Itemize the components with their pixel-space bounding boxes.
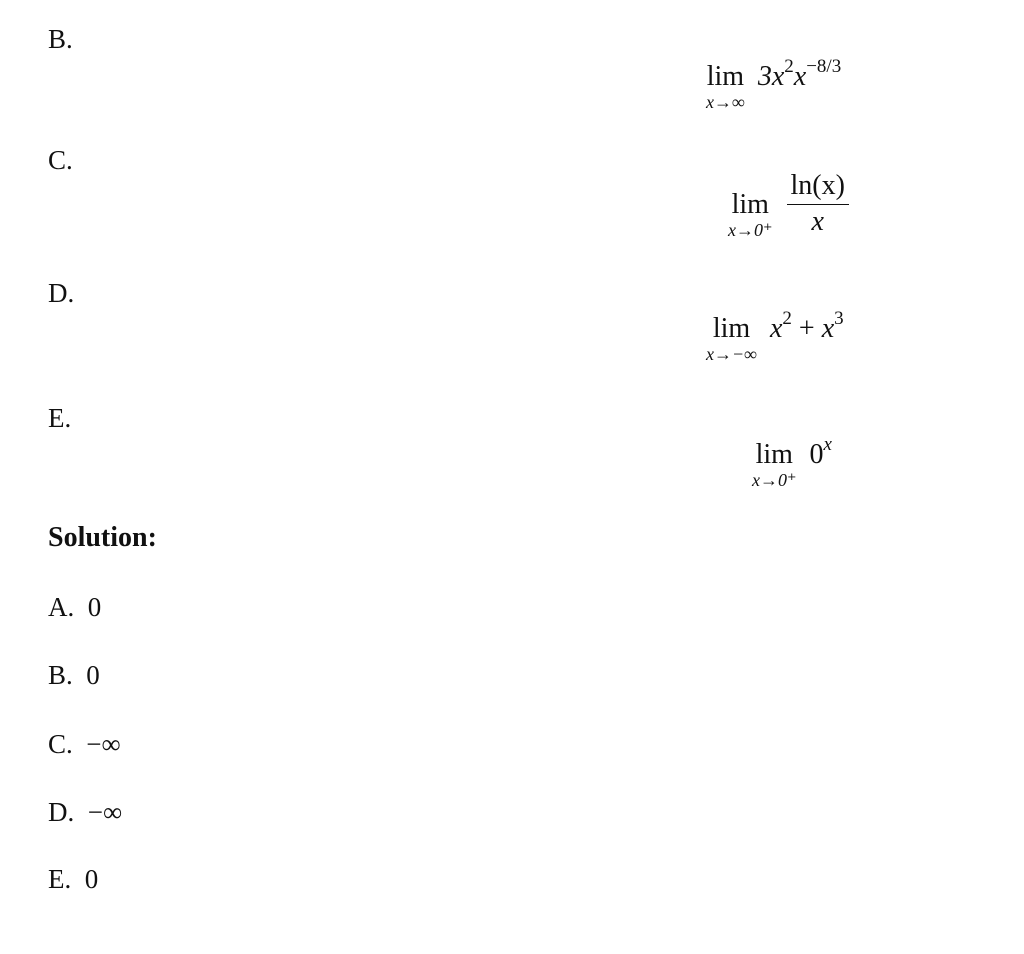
answer-a: A. 0 [48, 592, 102, 622]
exponent: x [823, 434, 832, 455]
exponent: 3 [834, 308, 844, 329]
problem-c-label: C. [48, 145, 73, 175]
problem-d-label: D. [48, 278, 75, 308]
exponent: −8/3 [806, 56, 842, 77]
problem-d-formula [706, 308, 844, 364]
problem-e-formula [752, 434, 832, 490]
answer-d: D. −∞ [48, 797, 123, 827]
problem-e-label: E. [48, 403, 72, 433]
problem-c-formula [728, 168, 849, 240]
lim: lim [706, 61, 745, 92]
lim: lim [712, 313, 751, 344]
term: x [769, 313, 783, 344]
lim-subscript: x→−∞ [706, 344, 757, 364]
base: 0 [809, 439, 824, 470]
plus: + [791, 313, 822, 344]
lim: lim [755, 439, 793, 470]
lim: lim [731, 189, 769, 220]
solution-heading: Solution: [48, 522, 157, 553]
answer-c: C. −∞ [48, 729, 121, 759]
term: x [821, 313, 835, 344]
answer-b: B. 0 [48, 660, 100, 690]
answer-e: E. 0 [48, 864, 99, 894]
lim-subscript: x→0⁺ [728, 220, 773, 240]
numerator: ln(x) [787, 170, 849, 205]
lim-subscript: x→∞ [706, 92, 745, 112]
lim-subscript: x→0⁺ [752, 470, 797, 490]
problem-b-label: B. [48, 24, 73, 54]
problem-b-formula [706, 56, 842, 112]
denominator: x [811, 205, 824, 237]
exponent: 2 [782, 308, 792, 329]
exponent: 2 [784, 56, 794, 77]
term: x [793, 61, 807, 92]
term: 3x [757, 61, 785, 92]
